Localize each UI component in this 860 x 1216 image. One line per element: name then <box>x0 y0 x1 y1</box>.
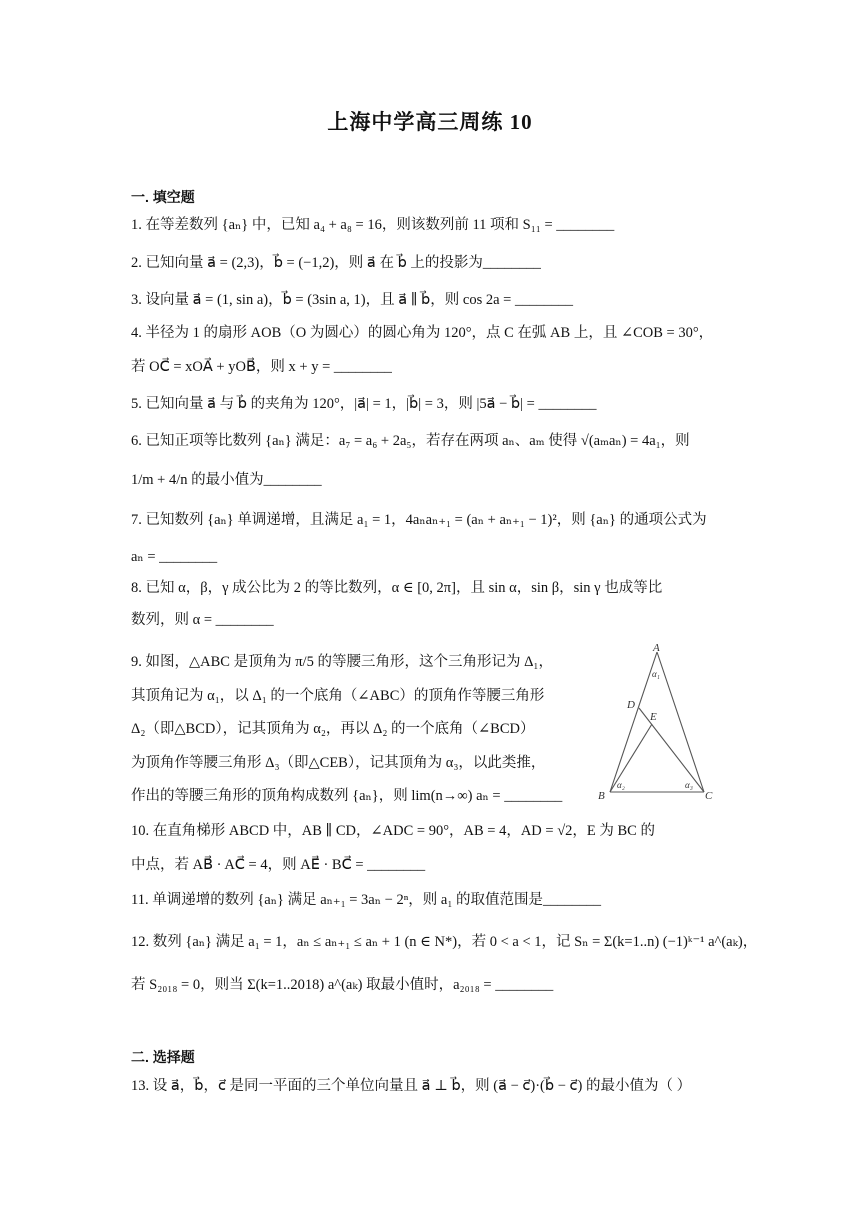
label-c: C <box>705 790 713 802</box>
question-line: 11. 单调递增的数列 {aₙ} 满足 aₙ₊₁ = 3aₙ − 2ⁿ，则 a₁ 的取值范围是________ <box>131 892 602 908</box>
question-line: Δ₂（即△BCD），记其顶角为 α₂，再以 Δ₂ 的一个底角（∠BCD） <box>131 721 535 737</box>
label-a: A <box>653 642 660 654</box>
section-heading-choice: 二. 选择题 <box>131 1049 195 1065</box>
question-line: 5. 已知向量 a⃗ 与 b⃗ 的夹角为 120°，|a⃗| = 1，|b⃗| = 3，则 |5a⃗ − b⃗| = ________ <box>131 396 597 412</box>
label-alpha3: α₃ <box>685 780 693 790</box>
question-line: 若 S₂₀₁₈ = 0，则当 Σ(k=1..2018) a^(aₖ) 取最小值时，a₂₀₁₈ = ________ <box>131 977 554 993</box>
question-line: 1. 在等差数列 {aₙ} 中，已知 a₄ + a₈ = 16，则该数列前 11 项和 S₁₁ = ________ <box>131 217 615 233</box>
question-line: 10. 在直角梯形 ABCD 中，AB ∥ CD，∠ADC = 90°，AB = 4，AD = √2，E 为 BC 的 <box>131 823 655 839</box>
side-ac <box>657 652 704 792</box>
label-alpha2: α₂ <box>617 780 625 790</box>
question-line: 1/m + 4/n 的最小值为________ <box>131 472 322 488</box>
question-line: 7. 已知数列 {aₙ} 单调递增，且满足 a₁ = 1，4aₙaₙ₊₁ = (aₙ + aₙ₊₁ − 1)²，则 {aₙ} 的通项公式为 <box>131 512 707 528</box>
question-line: 13. 设 a⃗，b⃗，c⃗ 是同一平面的三个单位向量且 a⃗ ⊥ b⃗，则 (a⃗ − c⃗)·(b⃗ − c⃗) 的最小值为（ ） <box>131 1078 692 1094</box>
label-d: D <box>627 699 635 711</box>
question-line: 8. 已知 α，β，γ 成公比为 2 的等比数列，α ∈ [0, 2π]，且 sin α，sin β，sin γ 也成等比 <box>131 580 663 596</box>
question-line: aₙ = ________ <box>131 549 218 565</box>
question-line: 9. 如图，△ABC 是顶角为 π/5 的等腰三角形，这个三角形记为 Δ₁， <box>131 654 553 670</box>
question-line: 3. 设向量 a⃗ = (1, sin a)，b⃗ = (3sin a, 1)，且 a⃗ ∥ b⃗，则 cos 2a = ________ <box>131 292 573 308</box>
label-e: E <box>650 711 657 723</box>
section-heading-fill-blank: 一. 填空题 <box>131 189 195 205</box>
page-title: 上海中学高三周练 10 <box>327 110 533 134</box>
question-line: 数列，则 α = ________ <box>131 612 274 628</box>
question-line: 6. 已知正项等比数列 {aₙ} 满足：a₇ = a₆ + 2a₅，若存在两项 aₙ、aₘ 使得 √(aₘaₙ) = 4a₁，则 <box>131 433 690 449</box>
question-line: 若 OC⃗ = xOA⃗ + yOB⃗，则 x + y = ________ <box>131 359 392 375</box>
question-line: 2. 已知向量 a⃗ = (2,3)，b⃗ = (−1,2)，则 a⃗ 在 b⃗ 上的投影为________ <box>131 255 541 271</box>
question-line: 为顶角作等腰三角形 Δ₃（即△CEB），记其顶角为 α₃，以此类推， <box>131 755 546 771</box>
label-alpha1: α₁ <box>652 669 660 679</box>
question-line: 其顶角记为 α₁，以 Δ₁ 的一个底角（∠ABC）的顶角作等腰三角形 <box>131 688 545 704</box>
question-line: 作出的等腰三角形的顶角构成数列 {aₙ}，则 lim(n→∞) aₙ = ________ <box>131 788 563 804</box>
label-b: B <box>598 790 605 802</box>
segment-cd <box>639 708 704 792</box>
triangle-figure <box>594 642 744 802</box>
question-line: 4. 半径为 1 的扇形 AOB（O 为圆心）的圆心角为 120°，点 C 在弧 AB 上，且 ∠COB = 30°， <box>131 325 714 341</box>
question-line: 中点，若 AB⃗ · AC⃗ = 4，则 AE⃗ · BC⃗ = ________ <box>131 857 426 873</box>
question-line: 12. 数列 {aₙ} 满足 a₁ = 1，aₙ ≤ aₙ₊₁ ≤ aₙ + 1 (n ∈ N*)，若 0 < a < 1，记 Sₙ = Σ(k=1..n) (−1)ᵏ⁻¹ a^(aₖ)， <box>131 934 758 950</box>
